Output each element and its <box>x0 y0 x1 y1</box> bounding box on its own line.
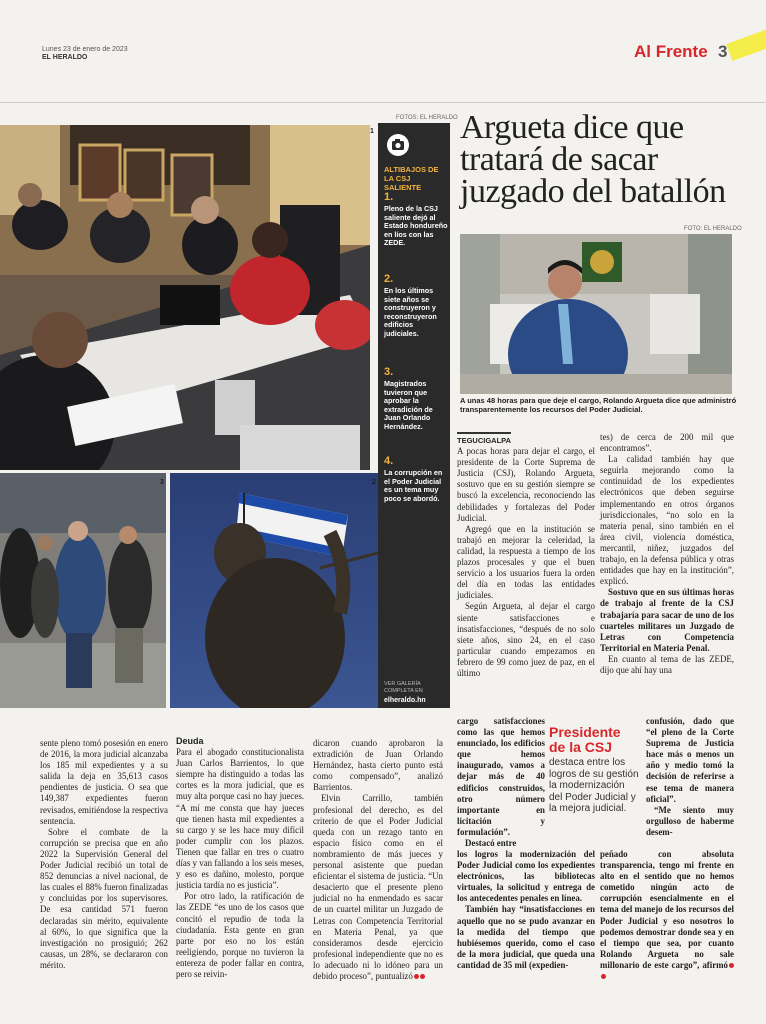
paragraph: Agregó que en la institución se trabajó en mejorar la celeridad, la calidad, la respuesta a tiempo de los plazos procesales y que el buen servicio a los usuarios fuera la orden del día en todas las entidades judiciales. <box>457 523 595 601</box>
justice-statue-photo <box>170 473 378 708</box>
newspaper-name: EL HERALDO <box>42 54 88 61</box>
paragraph-text: Elvin Carrillo, también profesional del derecho, es del criterio de que el Poder Judicial queda con un rezago tanto en espacio físico como en el nombramiento de más jueces y personal asistente que puedan eficientar el sistema de justicia. “Un desacierto que el presente pleno judicial no ha enmendado es sacar de un cuartel militar un Juzgado de Letras con Competencia Territorial en Materia Penal, ya que consideramos desde ejercicio profesional independiente que no es lo adecuado ni lo idóneo para un debido proceso”, puntualizó <box>313 793 443 981</box>
sidebar-num-1: 1. <box>384 191 394 203</box>
photo-number-3: 3 <box>160 479 164 486</box>
extradition-photo <box>0 473 166 708</box>
argueta-portrait-photo <box>460 234 732 394</box>
photo-caption: A unas 48 horas para que deje el cargo, Rolando Argueta dice que administró transparentemente los recursos del Poder Judicial. <box>460 396 737 414</box>
paragraph <box>313 793 443 982</box>
sidebar-num-3: 3. <box>384 366 394 378</box>
page-number: 3 <box>718 42 728 61</box>
paragraph: cargo satisfacciones como las que hemos enunciado, los edificios que hemos inaugurado, vamos a dejar más de 40 edificios construidos, otro número importante en licitación y formulación”. <box>457 716 545 837</box>
header-divider <box>0 102 766 103</box>
photo-credit-top: FOTOS: EL HERALDO <box>396 115 458 121</box>
paragraph: A pocas horas para dejar el cargo, el presidente de la Corte Suprema de Justicia (CSJ), Rolando Argueta, sostuvo que en su gestión siempre se buscó la excelencia, reconociendo las debilidades y fortalezas del Poder Judicial. <box>457 446 595 523</box>
article-col-right-2-bottom <box>600 849 734 982</box>
sidebar-item-1: Pleno de la CSJ saliente dejó al Estado hondureño en líos con las ZEDE. <box>384 204 448 248</box>
court-session-photo <box>0 125 370 470</box>
paragraph: sente pleno tomó posesión en enero de 2016, la mora judicial alcanzaba los 185 mil expedientes y a su salida la deja en 35,613 casos pendientes de justicia. O sea que 149,387 expedientes fueron revisados, emitiéndose la respectiva sentencia. <box>40 738 168 826</box>
photo-number-2: 2 <box>372 479 376 486</box>
article-col-right-1 <box>457 432 595 679</box>
end-mark-icon <box>414 974 419 979</box>
gallery-link[interactable]: elheraldo.hn <box>384 697 426 704</box>
dateline: TEGUCIGALPA <box>457 432 511 446</box>
paragraph: En cuanto al tema de las ZEDE, dijo que ahí hay una <box>600 653 734 675</box>
paragraph: dicaron cuando aprobaron la extradición de Juan Orlando Hernández, hasta cierto punto está como compensado”, analizó Barrientos. <box>313 738 443 793</box>
sidebar-title: ALTIBAJOS DE LA CSJ SALIENTE <box>384 165 439 192</box>
headline: Argueta dice que tratará de sacar juzgado del batallón <box>460 109 726 210</box>
paragraph: Sostuvo que en sus últimas horas de trabajo al frente de la CSJ trabajaría para sacar de uno de los cuarteles militares un Juzgado de Letras con Competencia Territorial en Materia Penal. <box>600 587 734 653</box>
paragraph: Por otro lado, la ratificación de las ZEDE “es uno de los casos que concitó el repudio de toda la ciudadanía. Esta gente en gran parte por eso no los están reeligiendo, porque no tuvieron la entereza de poder fallar en contra, pero se reivin- <box>176 891 304 979</box>
paragraph: También hay “insatisfacciones en aquello que no se pudo avanzar en la medida del tiempo que hubiésemos querido, como el caso de la mora judicial, que queda una cantidad de 35 mil (expedien- <box>457 904 595 970</box>
pullquote-title: Presidente de la CSJ <box>549 724 621 755</box>
paragraph: tes) de cerca de 200 mil que encontramos”. <box>600 432 734 454</box>
paragraph: “Me siento muy orgulloso de haberme desem- <box>646 804 734 837</box>
issue-date: Lunes 23 de enero de 2023 <box>42 46 128 53</box>
article-col-right-2 <box>600 432 734 676</box>
camera-icon <box>386 133 410 157</box>
sidebar-item-2: En los últimos siete años se construyeron y reconstruyeron edificios judiciales. <box>384 286 437 338</box>
paragraph: Para el abogado constitucionalista Juan Carlos Barrientos, lo que siempre ha distinguido a todas las cortes es la mora judicial, que es muy alta porque casi no hay jueces. “A mí me consta que hay jueces que tienen hasta mil expedientes a su cargo y se les hace muy difícil poder cumplir con los plazos. Tienen que fallar en tres o cuatro días y van fallando a los seis meses, y eso es dañino, molesto, porque justicia tardía no es justicia”. <box>176 747 304 891</box>
end-mark-icon <box>601 974 606 979</box>
article-col-right-1-narrow <box>457 716 545 849</box>
section-subhead: Deuda <box>176 736 204 746</box>
section-title: Al Frente <box>634 42 708 61</box>
paragraph-text: peñado con absoluta transparencia, tengo mi frente en alto en el sentido que no hemos cometido ningún acto de corrupción esencialmente en el tema del manejo de los recursos del Poder Judicial y eso nosotros lo podemos demostrar donde sea y en el tiempo que sea, por cuanto Rolando Argueta no sale millonario de este cargo”, afirmó <box>600 849 734 970</box>
article-col-right-1-bottom <box>457 849 595 971</box>
article-col-left <box>40 738 168 971</box>
paragraph: confusión, dado que “el pleno de la Corte Suprema de Justicia hace más o menos un año y medio tomó la decisión de referirse a ese tema de manera oficial”. <box>646 716 734 804</box>
photo-credit-right: FOTO: EL HERALDO <box>684 226 742 232</box>
sidebar-num-4: 4. <box>384 455 394 467</box>
photo-number-1: 1 <box>370 128 374 135</box>
highlights-sidebar <box>378 123 450 708</box>
paragraph: La calidad también hay que seguirla mejorando como la continuidad de los expedientes electrónicos que deben seguirse implementando en otros órganos jurisdiccionales, “no solo en la materia penal, sino también en el área civil, violencia doméstica, mercantil, niñez, juzgados del trabajo, en la defensa pública y otras entidades que hay en la institución”, explicó. <box>600 454 734 587</box>
highlighter-mark <box>726 29 766 61</box>
pullquote-text: destaca entre los logros de su gestión la modernización del Poder Judicial y la mejora judicial. <box>549 757 639 814</box>
gallery-label: VER GALERÍA COMPLETA EN <box>384 681 423 694</box>
sidebar-item-3: Magistrados tuvieron que aprobar la extradición de Juan Orlando Hernández. <box>384 379 433 431</box>
paragraph: Destacó entre <box>465 838 517 849</box>
article-col-right-2-narrow <box>646 716 734 838</box>
sidebar-item-4: La corrupción en el Poder Judicial es un tema muy poco se abordó. <box>384 468 443 503</box>
end-mark-icon <box>729 963 734 968</box>
article-col-mid-2 <box>313 738 443 982</box>
paragraph: los logros la modernización del Poder Judicial como los expedientes electrónicos, las bibliotecas virtuales, la solicitud y entrega de los antecedentes penales en línea. <box>457 849 595 904</box>
article-col-mid-1 <box>176 736 304 980</box>
end-mark-icon <box>420 974 425 979</box>
paragraph: Sobre el combate de la corrupción se precisa que en año 2022 la Supervisión General del Poder Judicial recibió un total de 852 denuncias a nivel nacional, de las cuales el 88% fueron finalizadas y concluidas por los supervisores. De esa cantidad 571 fueron declaradas sin mérito, equivalente al 60%, lo que significa que la investigación no prosiguió; 262 causas, un 28%, se declararon con mérito. <box>40 826 168 970</box>
sidebar-num-2: 2. <box>384 273 394 285</box>
paragraph: Según Argueta, al dejar el cargo siente satisfacciones e insatisfacciones, “después de no solo siete años, sino 24, en el caso particular cuando empezamos en febrero de 99 como juez de paz, en el último <box>457 601 595 678</box>
